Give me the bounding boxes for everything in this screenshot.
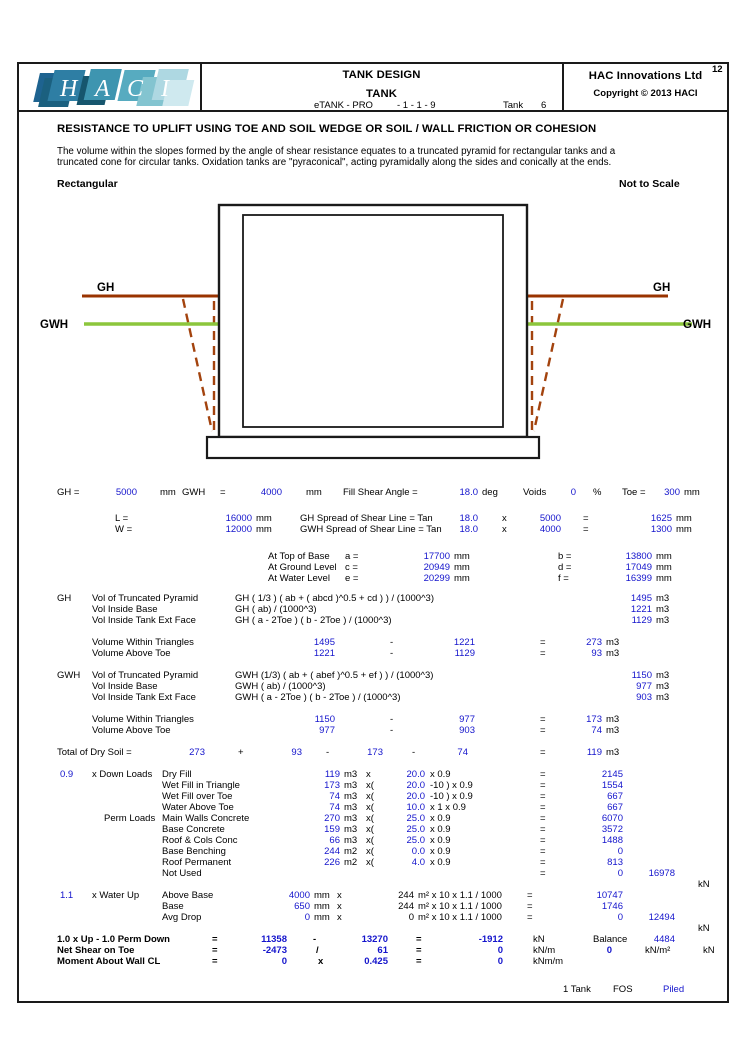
value-cell: 0 — [606, 945, 612, 956]
label-cell: a = — [345, 551, 359, 562]
value-cell: 813 — [607, 857, 623, 868]
label-cell: Base Concrete — [162, 824, 225, 835]
label-cell: mm — [314, 901, 330, 912]
value-cell: 20.0 — [406, 769, 425, 780]
label-cell: x 0.9 — [430, 846, 451, 857]
label-cell: = — [212, 934, 218, 945]
label-cell: Volume Within Triangles — [92, 714, 194, 725]
label-cell: = — [212, 956, 218, 967]
label-cell: m3 — [656, 615, 670, 626]
label-cell: - — [313, 934, 317, 945]
label-cell: m3 — [656, 604, 670, 615]
label-cell: Vol Inside Base — [92, 681, 158, 692]
value-cell: 18.0 — [459, 524, 478, 535]
value-cell: 74 — [591, 725, 602, 736]
label-cell: x( — [366, 835, 374, 846]
value-cell: 3572 — [601, 824, 623, 835]
label-cell: - — [390, 725, 394, 736]
value-cell: 1495 — [313, 637, 335, 648]
label-cell: = — [540, 714, 546, 725]
label-cell: = — [540, 824, 546, 835]
value-cell: 1495 — [630, 593, 652, 604]
label-cell: = — [540, 846, 546, 857]
label-cell: deg — [482, 487, 498, 498]
label-cell: x 0.9 — [430, 835, 451, 846]
label-cell: Vol Inside Tank Ext Face — [92, 615, 196, 626]
label-cell: e = — [345, 573, 359, 584]
label-cell: m3 — [344, 769, 358, 780]
value-cell: 74 — [457, 747, 468, 758]
label-cell: = — [540, 813, 546, 824]
label-cell: 1.0 x Up - 1.0 Perm Down — [57, 934, 170, 945]
value-cell: 4484 — [653, 934, 675, 945]
label-cell: = — [416, 956, 422, 967]
value-cell: 0 — [617, 868, 623, 879]
value-cell: 12000 — [225, 524, 252, 535]
label-cell: At Water Level — [268, 573, 330, 584]
label-cell: Roof & Cols Conc — [162, 835, 238, 846]
value-cell: 977 — [319, 725, 335, 736]
label-cell: GH ( ab) / (1000^3) — [235, 604, 317, 615]
value-cell: 173 — [586, 714, 602, 725]
company-name: HAC Innovations Ltd — [588, 70, 703, 82]
label-cell: - — [390, 648, 394, 659]
value-cell: 61 — [377, 945, 388, 956]
label-cell: = — [527, 912, 533, 923]
value-cell: 119 — [324, 769, 340, 780]
label-cell: mm — [676, 513, 692, 524]
value-cell: 20299 — [423, 573, 450, 584]
value-cell: 1488 — [601, 835, 623, 846]
label-cell: GH ( a - 2Toe ) ( b - 2Toe ) / (1000^3) — [235, 615, 392, 626]
value-cell: 1300 — [650, 524, 672, 535]
label-cell: m3 — [606, 747, 620, 758]
label-cell: kN — [698, 879, 710, 890]
value-cell: 270 — [324, 813, 340, 824]
label-cell: kN — [533, 934, 545, 945]
label-cell: GH Spread of Shear Line = Tan — [300, 513, 433, 524]
label-cell: Base — [162, 901, 184, 912]
label-cell: Total of Dry Soil = — [57, 747, 132, 758]
value-cell: 0.425 — [364, 956, 388, 967]
label-cell: = — [540, 648, 546, 659]
label-cell: GH = — [57, 487, 80, 498]
value-cell: 5000 — [115, 487, 137, 498]
label-cell: - — [390, 637, 394, 648]
value-cell: 667 — [607, 802, 623, 813]
value-cell: 93 — [291, 747, 302, 758]
label-cell: m² x 10 x 1.1 / 1000 — [418, 890, 502, 901]
label-cell: x Water Up — [92, 890, 140, 901]
value-cell: 1150 — [314, 714, 335, 725]
label-cell: x — [502, 513, 507, 524]
label-cell: mm — [314, 890, 330, 901]
label-cell: x Down Loads — [92, 769, 153, 780]
label-cell: m3 — [344, 824, 358, 835]
label-cell: mm — [656, 573, 672, 584]
label-cell: d = — [558, 562, 572, 573]
label-cell: x 0.9 — [430, 813, 451, 824]
label-cell: x — [337, 890, 342, 901]
value-cell: 1.1 — [60, 890, 74, 901]
label-cell: L = — [115, 513, 129, 524]
label-cell: Water Above Toe — [162, 802, 234, 813]
value-cell: 667 — [607, 791, 623, 802]
gwh-label-left: GWH — [40, 319, 69, 331]
value-cell: 18.0 — [459, 487, 478, 498]
label-cell: m3 — [656, 692, 670, 703]
label-cell: m3 — [606, 714, 620, 725]
logo-letter-c: C — [127, 76, 144, 102]
value-cell: 16978 — [648, 868, 675, 879]
value-cell: 1625 — [650, 513, 672, 524]
label-cell: kN/m² — [645, 945, 671, 956]
label-cell: x( — [366, 846, 374, 857]
label-cell: mm — [256, 513, 272, 524]
value-cell: 119 — [586, 747, 602, 758]
value-cell: 16399 — [625, 573, 652, 584]
value-cell: 1150 — [631, 670, 652, 681]
value-cell: 1221 — [630, 604, 652, 615]
value-cell: 0 — [304, 912, 310, 923]
label-cell: Volume Within Triangles — [92, 637, 194, 648]
label-cell: mm — [314, 912, 330, 923]
value-cell: 1129 — [631, 615, 652, 626]
label-cell: m3 — [656, 593, 670, 604]
value-cell: 4000 — [288, 890, 310, 901]
label-cell: x( — [366, 857, 374, 868]
label-cell: x( — [366, 791, 374, 802]
label-cell: m3 — [656, 681, 670, 692]
scale-label: Not to Scale — [619, 178, 680, 190]
label-cell: Vol Inside Tank Ext Face — [92, 692, 196, 703]
value-cell: 74 — [329, 802, 340, 813]
label-cell: W = — [115, 524, 133, 535]
label-cell: GWH ( a - 2Toe ) ( b - 2Toe ) / (1000^3) — [235, 692, 401, 703]
label-cell: m3 — [344, 802, 358, 813]
label-cell: x 0.9 — [430, 769, 451, 780]
value-cell: 17700 — [423, 551, 450, 562]
label-cell: Dry Fill — [162, 769, 192, 780]
logo-letter-a: A — [95, 76, 110, 102]
value-cell: 18.0 — [459, 513, 478, 524]
label-cell: m3 — [606, 637, 620, 648]
value-cell: 226 — [324, 857, 340, 868]
label-cell: kNm/m — [533, 956, 564, 967]
label-cell: -10 ) x 0.9 — [430, 791, 473, 802]
label-cell: Avg Drop — [162, 912, 202, 923]
label-cell: = — [540, 868, 546, 879]
label-cell: Moment About Wall CL — [57, 956, 161, 967]
label-cell: GH ( 1/3 ) ( ab + ( abcd )^0.5 + cd ) ) / (1000^3) — [235, 593, 434, 604]
label-cell: x( — [366, 780, 374, 791]
label-cell: x( — [366, 802, 374, 813]
value-cell: 4000 — [539, 524, 561, 535]
value-cell: 273 — [189, 747, 205, 758]
label-cell: m2 — [344, 846, 358, 857]
label-cell: = — [540, 769, 546, 780]
label-cell: 244 — [398, 901, 414, 912]
label-cell: x — [337, 901, 342, 912]
label-cell: GWH — [57, 670, 81, 681]
label-cell: = — [540, 747, 546, 758]
label-cell: % — [593, 487, 602, 498]
label-cell: mm — [306, 487, 322, 498]
label-cell: GWH ( ab) / (1000^3) — [235, 681, 326, 692]
value-cell: 16000 — [225, 513, 252, 524]
value-cell: 977 — [636, 681, 652, 692]
label-cell: x — [337, 912, 342, 923]
label-cell: = — [540, 835, 546, 846]
value-cell: 13270 — [361, 934, 388, 945]
label-cell: m3 — [606, 648, 620, 659]
label-cell: Wet Fill over Toe — [162, 791, 233, 802]
label-cell: Roof Permanent — [162, 857, 232, 868]
label-cell: = — [540, 791, 546, 802]
label-cell: m2 — [344, 857, 358, 868]
value-cell: 0.0 — [411, 846, 425, 857]
value-cell: 300 — [664, 487, 680, 498]
label-cell: = — [540, 725, 546, 736]
value-cell: 1554 — [601, 780, 623, 791]
label-cell: x( — [366, 813, 374, 824]
label-cell: mm — [656, 551, 672, 562]
label-cell: m3 — [606, 725, 620, 736]
value-cell: 10747 — [596, 890, 623, 901]
label-cell: = — [583, 513, 589, 524]
label-cell: - — [412, 747, 416, 758]
value-cell: 6070 — [601, 813, 623, 824]
label-cell: - — [390, 714, 394, 725]
label-cell: x 1 x 0.9 — [430, 802, 466, 813]
label-cell: GWH — [182, 487, 206, 498]
doc-title: TANK DESIGN — [342, 69, 421, 81]
label-cell: Voids — [523, 487, 547, 498]
page-number: 12 — [712, 64, 723, 75]
value-cell: 0 — [617, 912, 623, 923]
gwh-label-right: GWH — [683, 319, 712, 331]
value-cell: 25.0 — [406, 835, 425, 846]
value-cell: 4000 — [260, 487, 282, 498]
label-cell: Fill Shear Angle = — [343, 487, 418, 498]
value-cell: 1129 — [454, 648, 475, 659]
label-cell: kN — [698, 923, 710, 934]
value-cell: 4.0 — [411, 857, 425, 868]
value-cell: 25.0 — [406, 824, 425, 835]
label-cell: - — [326, 747, 330, 758]
label-cell: Volume Above Toe — [92, 725, 171, 736]
label-cell: m3 — [344, 813, 358, 824]
label-cell: At Ground Level — [268, 562, 337, 573]
value-cell: 1221 — [313, 648, 335, 659]
label-cell: x 0.9 — [430, 857, 451, 868]
label-cell: x — [318, 956, 324, 967]
label-cell: 244 — [398, 890, 414, 901]
value-cell: 12494 — [648, 912, 675, 923]
label-cell: mm — [454, 562, 470, 573]
value-cell: 0 — [281, 956, 287, 967]
label-cell: = — [540, 802, 546, 813]
logo-letter-i: I — [161, 76, 169, 102]
value-cell: 5000 — [539, 513, 561, 524]
label-cell: 0 — [408, 912, 414, 923]
label-cell: At Top of Base — [268, 551, 330, 562]
footer-tank-count: 1 Tank — [563, 984, 591, 995]
value-cell: 903 — [636, 692, 652, 703]
label-cell: mm — [256, 524, 272, 535]
value-cell: -2473 — [262, 945, 287, 956]
label-cell: x( — [366, 824, 374, 835]
value-cell: 20.0 — [406, 780, 425, 791]
label-cell: Toe = — [622, 487, 646, 498]
label-cell: GH — [57, 593, 72, 604]
value-cell: 20.0 — [406, 791, 425, 802]
section-heading: RESISTANCE TO UPLIFT USING TOE AND SOIL WEDGE OR SOIL / WALL FRICTION OR COHESION — [57, 123, 597, 135]
label-cell: Main Walls Concrete — [162, 813, 250, 824]
label-cell: Vol Inside Base — [92, 604, 158, 615]
label-cell: = — [416, 934, 422, 945]
label-cell: = — [212, 945, 218, 956]
value-cell: 903 — [459, 725, 475, 736]
intro-paragraph-line2: truncated cone for circular tanks. Oxidation tanks are "pyraconical", acting pyramidally along the sides and conically at the ends. — [57, 157, 612, 168]
label-cell: -10 ) x 0.9 — [430, 780, 473, 791]
footer-foundation-type: Piled — [663, 984, 685, 995]
value-cell: 11358 — [261, 934, 287, 945]
label-cell: mm — [656, 562, 672, 573]
value-cell: 1221 — [453, 637, 475, 648]
program-version: - 1 - 1 - 9 — [397, 100, 436, 111]
label-cell: Net Shear on Toe — [57, 945, 135, 956]
value-cell: 10.0 — [406, 802, 425, 813]
label-cell: mm — [454, 551, 470, 562]
label-cell: GWH Spread of Shear Line = Tan — [300, 524, 442, 535]
label-cell: m² x 10 x 1.1 / 1000 — [418, 901, 502, 912]
value-cell: 13800 — [625, 551, 652, 562]
value-cell: 159 — [324, 824, 340, 835]
value-cell: 0 — [617, 846, 623, 857]
footer-fos-label: FOS — [613, 984, 633, 995]
value-cell: 650 — [294, 901, 310, 912]
label-cell: = — [220, 487, 226, 498]
value-cell: 977 — [459, 714, 475, 725]
label-cell: = — [527, 901, 533, 912]
program-name: eTANK - PRO — [314, 100, 373, 111]
label-cell: m3 — [344, 791, 358, 802]
label-cell: x — [366, 769, 371, 780]
value-cell: 0 — [570, 487, 576, 498]
label-cell: mm — [676, 524, 692, 535]
gh-label-left: GH — [97, 282, 115, 294]
label-cell: f = — [558, 573, 569, 584]
label-cell: m3 — [344, 780, 358, 791]
value-cell: 66 — [329, 835, 340, 846]
logo-letter-h: H — [60, 76, 78, 102]
value-cell: 0 — [497, 945, 503, 956]
value-cell: 273 — [586, 637, 602, 648]
tank-label: Tank — [503, 100, 524, 111]
tank-number: 6 — [541, 100, 547, 111]
value-cell: 173 — [367, 747, 383, 758]
doc-subtitle: TANK — [366, 88, 397, 100]
label-cell: Base Benching — [162, 846, 226, 857]
label-cell: GWH (1/3) ( ab + ( abef )^0.5 + ef ) ) / (1000^3) — [235, 670, 434, 681]
value-cell: 244 — [324, 846, 340, 857]
label-cell: b = — [558, 551, 572, 562]
value-cell: 20949 — [423, 562, 450, 573]
label-cell: m² x 10 x 1.1 / 1000 — [418, 912, 502, 923]
value-cell: 74 — [329, 791, 340, 802]
label-cell: = — [583, 524, 589, 535]
label-cell: kN/m — [533, 945, 556, 956]
label-cell: = — [540, 857, 546, 868]
value-cell: 25.0 — [406, 813, 425, 824]
label-cell: x — [502, 524, 507, 535]
label-cell: Above Base — [162, 890, 214, 901]
label-cell: mm — [684, 487, 700, 498]
value-cell: 1746 — [601, 901, 623, 912]
label-cell: mm — [454, 573, 470, 584]
label-cell: = — [416, 945, 422, 956]
value-cell: 93 — [591, 648, 602, 659]
copyright-notice: Copyright © 2013 HACI — [593, 88, 698, 99]
shape-label: Rectangular — [57, 178, 118, 190]
label-cell: = — [540, 780, 546, 791]
value-cell: -1912 — [478, 934, 503, 945]
label-cell: Vol of Truncated Pyramid — [92, 670, 199, 681]
label-cell: mm — [160, 487, 176, 498]
label-cell: = — [527, 890, 533, 901]
label-cell: kN — [703, 945, 715, 956]
value-cell: 0 — [497, 956, 503, 967]
label-cell: c = — [345, 562, 358, 573]
intro-paragraph-line1: The volume within the slopes formed by the angle of shear resistance equates to a truncated pyramid for rectangular tanks and a — [57, 146, 616, 157]
label-cell: m3 — [344, 835, 358, 846]
label-cell: + — [238, 747, 244, 758]
value-cell: 0.9 — [60, 769, 74, 780]
label-cell: / — [316, 945, 319, 956]
label-cell: m3 — [656, 670, 670, 681]
label-cell: Wet Fill in Triangle — [162, 780, 240, 791]
label-cell: Balance — [593, 934, 628, 945]
label-cell: Perm Loads — [104, 813, 156, 824]
label-cell: Volume Above Toe — [92, 648, 171, 659]
value-cell: 173 — [324, 780, 340, 791]
label-cell: Not Used — [162, 868, 202, 879]
value-cell: 17049 — [625, 562, 652, 573]
label-cell: x 0.9 — [430, 824, 451, 835]
label-cell: = — [540, 637, 546, 648]
value-cell: 2145 — [601, 769, 623, 780]
label-cell: Vol of Truncated Pyramid — [92, 593, 199, 604]
gh-label-right: GH — [653, 282, 671, 294]
